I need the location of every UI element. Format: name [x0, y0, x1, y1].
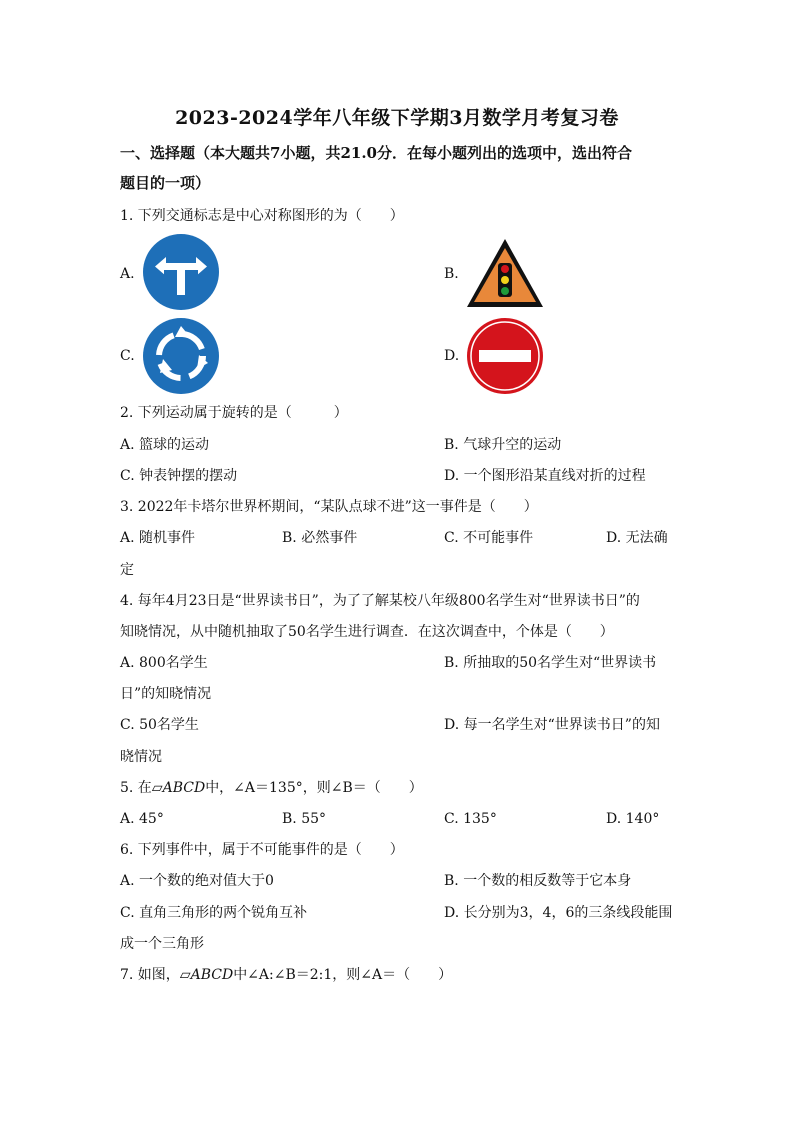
q7-stem	[120, 965, 452, 985]
q4-option-c: C. 50名学生	[120, 717, 199, 733]
q3-option-d: D. 无法确	[606, 530, 668, 546]
q4-option-b-cont: 日”的知晓情况	[120, 686, 212, 702]
q3-stem: 3. 2022年卡塔尔世界杯期间，“某队点球不进”这一事件是（ ）	[120, 499, 538, 515]
q5-parallelogram: ▱ABCD	[151, 780, 206, 796]
page-title: 2023-2024学年八年级下学期3月数学月考复习卷	[175, 107, 619, 129]
q4-option-b: B. 所抽取的50名学生对“世界读书	[444, 655, 657, 671]
q6-option-c: C. 直角三角形的两个锐角互补	[120, 905, 308, 921]
q7-stem-rest: 中∠A:∠B＝2:1，则∠A＝（ ）	[233, 967, 453, 983]
q5-option-c: C. 135°	[444, 811, 497, 827]
q6-option-d-cont: 成一个三角形	[120, 936, 204, 952]
q5-stem-prefix: 5. 在	[120, 780, 152, 796]
q2-option-d: D. 一个图形沿某直线对折的过程	[444, 468, 646, 484]
q5-option-d: D. 140°	[606, 811, 660, 827]
q1-option-a-label: A.	[120, 266, 135, 282]
q6-option-d: D. 长分别为3，4，6的三条线段能围	[444, 905, 673, 921]
q6-option-a: A. 一个数的绝对值大于0	[120, 873, 274, 889]
q7-parallelogram: ▱ABCD	[179, 967, 234, 983]
q2-option-a: A. 篮球的运动	[120, 437, 210, 453]
q2-stem: 2. 下列运动属于旋转的是（ ）	[120, 405, 348, 421]
no-entry-sign-icon	[466, 317, 544, 395]
q6-stem: 6. 下列事件中，属于不可能事件的是（ ）	[120, 842, 404, 858]
q2-option-b: B. 气球升空的运动	[444, 437, 562, 453]
roundabout-sign-icon	[142, 317, 220, 395]
q4-stem-line1: 4. 每年4月23日是“世界读书日”，为了了解某校八年级800名学生对“世界读书日”的	[120, 593, 640, 609]
q4-option-a: A. 800名学生	[120, 655, 208, 671]
q1-option-b-label: B.	[444, 266, 459, 282]
q3-option-c: C. 不可能事件	[444, 530, 534, 546]
q1-option-d-label: D.	[444, 348, 460, 364]
q4-option-d-cont: 晓情况	[120, 749, 162, 765]
q7-stem-prefix: 7. 如图，	[120, 967, 180, 983]
q3-option-d-cont: 定	[120, 562, 134, 578]
q5-option-a: A. 45°	[120, 811, 164, 827]
q4-stem-line2: 知晓情况，从中随机抽取了50名学生进行调查．在这次调查中，个体是（ ）	[120, 624, 614, 640]
q5-option-b: B. 55°	[282, 811, 327, 827]
q3-option-a: A. 随机事件	[120, 530, 196, 546]
q1-stem: 1. 下列交通标志是中心对称图形的为（ ）	[120, 208, 404, 224]
turn-left-right-sign-icon	[142, 233, 220, 311]
q5-stem-rest: 中，∠A＝135°，则∠B＝（ ）	[205, 780, 423, 796]
q3-option-b: B. 必然事件	[282, 530, 358, 546]
q5-stem	[120, 778, 423, 798]
q2-option-c: C. 钟表钟摆的摆动	[120, 468, 238, 484]
q1-option-c-label: C.	[120, 348, 135, 364]
section-heading-cont: 题目的一项）	[120, 174, 211, 192]
section-heading: 一、选择题（本大题共7小题，共21.0分．在每小题列出的选项中，选出符合	[120, 144, 632, 162]
q6-option-b: B. 一个数的相反数等于它本身	[444, 873, 632, 889]
q4-option-d: D. 每一名学生对“世界读书日”的知	[444, 717, 660, 733]
traffic-light-warning-sign-icon	[465, 237, 545, 309]
